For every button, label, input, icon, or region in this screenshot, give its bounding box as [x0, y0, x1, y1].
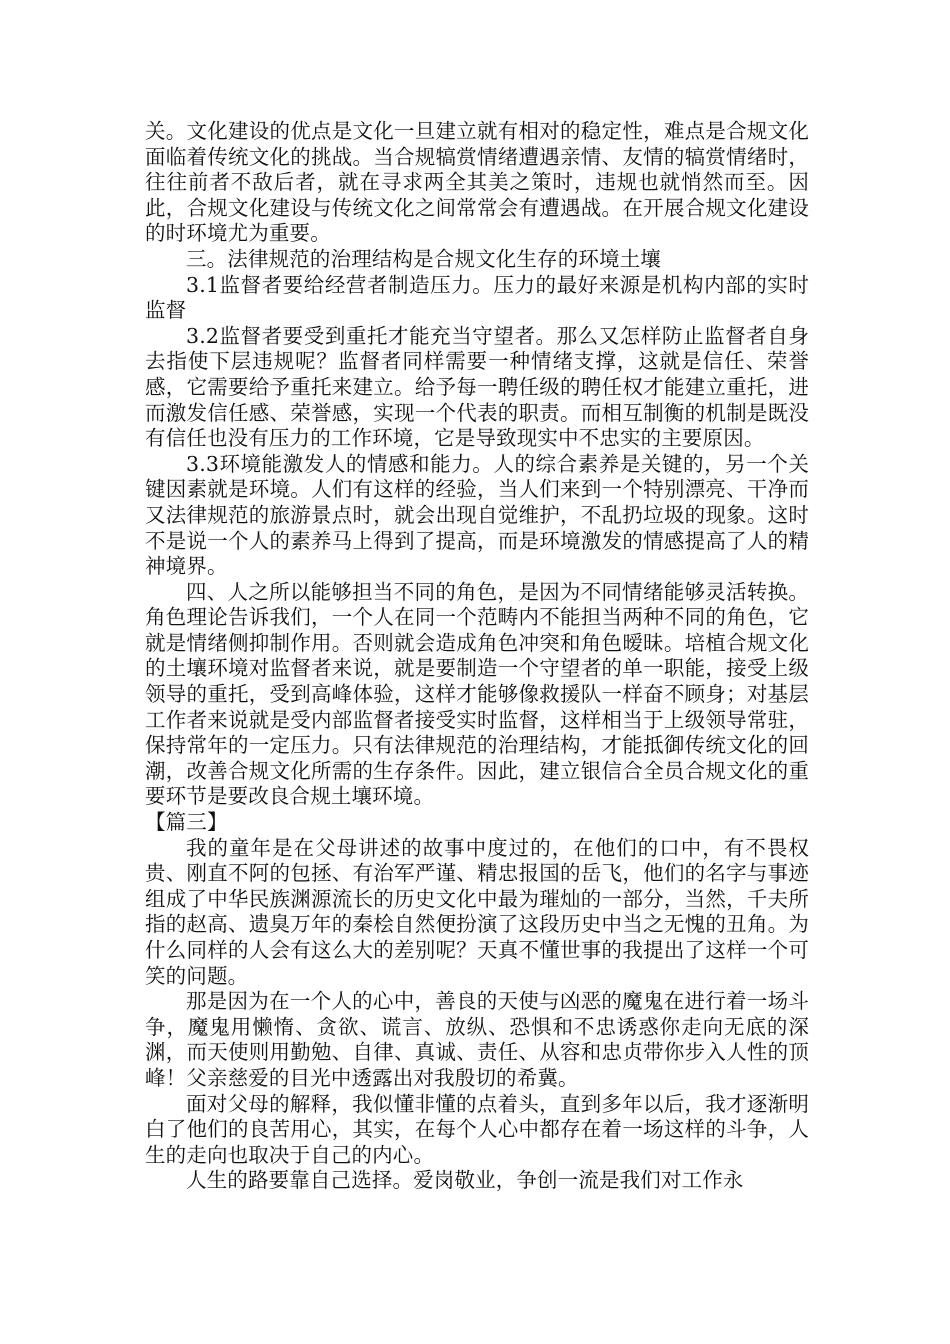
- part-three-heading: 【篇三】: [145, 810, 228, 835]
- section-four-paragraph: 四、人之所以能够担当不同的角色，是因为不同情绪能够灵活转换。角色理论告诉我们，一个人在同一个范畴内不能担当两种不同的角色，它就是情绪侧抑制作用。否则就会造成角色冲突和角色暧昧。培植合规文化的土壤环境对监督者来说，就是要制造一个守望者的单一职能，接受上级领导的重托，受到高峰体验，这样才能够像救援队一样奋不顾身；对基层工作者来说就是受内部监督者接受实时监督，这样相当于上级领导常驻，保持常年的一定压力。只有法律规范的治理结构，才能抵御传统文化的回潮，改善合规文化所需的生存条件。因此，建立银信合全员合规文化的重要环节是要改良合规土壤环境。: [145, 579, 809, 809]
- paragraph-3-2: 3.2监督者要受到重托才能充当守望者。那么又怎样防止监督者自身去指使下层违规呢？监督者同样需要一种情绪支撑，这就是信任、荣誉感，它需要给予重托来建立。给予每一聘任级的聘任权才能建立重托，进而激发信任感、荣誉感，实现一个代表的职责。而相互制衡的机制是既没有信任也没有压力的工作环境，它是导致现实中不忠实的主要原因。: [145, 323, 809, 451]
- paragraph-3-3: 3.3环境能激发人的情感和能力。人的综合素养是关键的，另一个关键因素就是环境。人们有这样的经验，当人们来到一个特别漂亮、干净而又法律规范的旅游景点时，就会出现自觉维护，不乱扔垃圾的现象。这时不是说一个人的素养马上得到了提高，而是环境激发的情感提高了人的精神境界。: [145, 451, 809, 579]
- angel-devil-paragraph: 那是因为在一个人的心中，善良的天使与凶恶的魔鬼在进行着一场斗争，魔鬼用懒惰、贪欲、谎言、放纵、恐惧和不忠诱惑你走向无底的深渊，而天使则用勤勉、自律、真诚、责任、从容和忠贞带你步入人性的顶峰！父亲慈爱的目光中透露出对我殷切的希冀。: [145, 989, 809, 1090]
- paragraph-3-1: 3.1监督者要给经营者制造压力。压力的最好来源是机构内部的实时监督: [145, 272, 809, 323]
- parents-explanation-paragraph: 面对父母的解释，我似懂非懂的点着头，直到多年以后，我才逐渐明白了他们的良苦用心，其实，在每个人心中都存在着一场这样的斗争，人生的走向也取决于自己的内心。: [145, 1091, 809, 1167]
- paragraph-continuation: 关。文化建设的优点是文化一旦建立就有相对的稳定性，难点是合规文化面临着传统文化的挑战。当合规犒赏情绪遭遇亲情、友情的犒赏情绪时，往往前者不敌后者，就在寻求两全其美之策时，违规也就悄然而至。因此，合规文化建设与传统文化之间常常会有遭遇战。在开展合规文化建设的时环境尤为重要。: [145, 119, 809, 246]
- section-heading-three: 三。法律规范的治理结构是合规文化生存的环境土壤: [186, 246, 661, 271]
- document-page: [145, 119, 809, 1194]
- life-path-paragraph: 人生的路要靠自己选择。爱岗敬业，争创一流是我们对工作永: [186, 1168, 744, 1193]
- childhood-paragraph: 我的童年是在父母讲述的故事中度过的，在他们的口中，有不畏权贵、刚直不阿的包拯、有治军严谨、精忠报国的岳飞，他们的名字与事迹组成了中华民族渊源流长的历史文化中最为璀灿的一部分，当然，千夫所指的赵高、遗臭万年的秦桧自然便扮演了这段历史中当之无愧的丑角。为什么同样的人会有这么大的差别呢？天真不懂世事的我提出了这样一个可笑的问题。: [145, 835, 809, 988]
